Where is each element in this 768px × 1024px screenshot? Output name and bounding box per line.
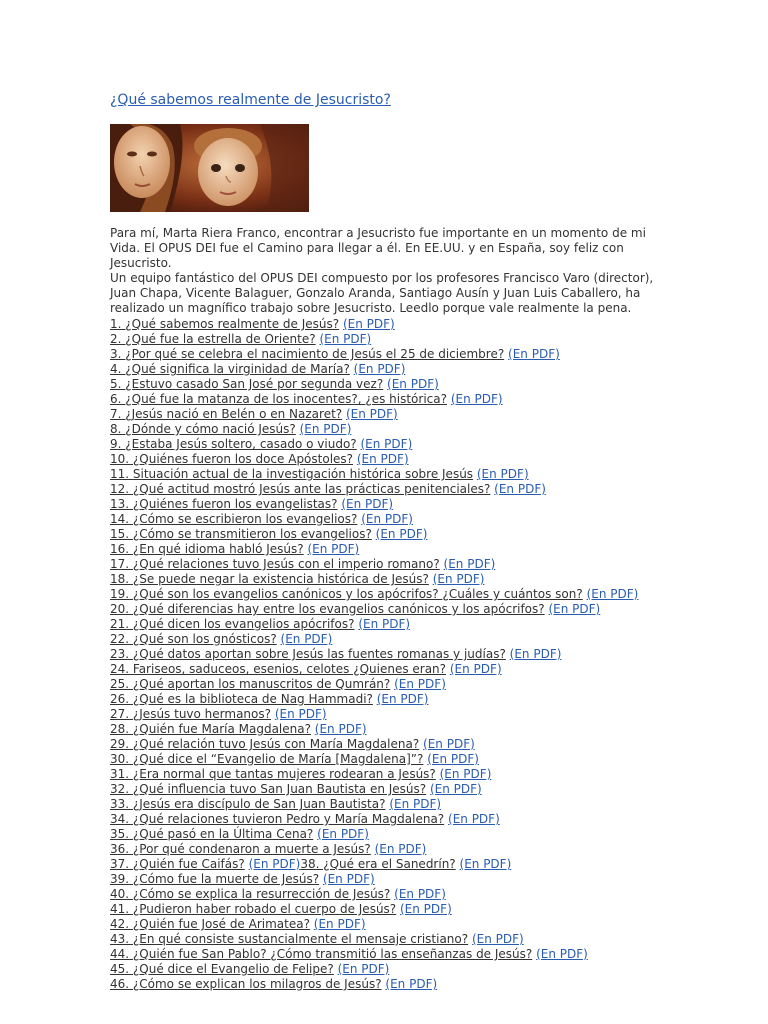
topic-link[interactable]: 25. ¿Qué aportan los manuscritos de Qumrán? bbox=[110, 677, 391, 691]
pdf-link[interactable]: (En PDF) bbox=[360, 437, 413, 451]
topic-link[interactable]: 5. ¿Estuvo casado San José por segunda vez? bbox=[110, 377, 384, 391]
list-item bbox=[110, 467, 750, 482]
list-item bbox=[110, 707, 750, 722]
topic-link[interactable]: 20. ¿Qué diferencias hay entre los evangelios canónicos y los apócrifos? bbox=[110, 602, 545, 616]
list-item bbox=[110, 497, 750, 512]
topic-link[interactable]: 40. ¿Cómo se explica la resurrección de Jesús? bbox=[110, 887, 391, 901]
list-item bbox=[110, 917, 750, 932]
pdf-link[interactable]: (En PDF) bbox=[536, 947, 588, 961]
topic-link[interactable]: 26. ¿Qué es la biblioteca de Nag Hammadi? bbox=[110, 692, 373, 706]
pdf-link[interactable]: (En PDF) bbox=[394, 677, 446, 691]
pdf-link[interactable]: (En PDF) bbox=[358, 617, 411, 631]
topic-link[interactable]: 30. ¿Qué dice el “Evangelio de María [Magdalena]”? bbox=[110, 752, 424, 766]
madonna-and-child-image bbox=[110, 124, 309, 212]
pdf-link[interactable]: (En PDF) bbox=[443, 557, 496, 571]
list-item bbox=[110, 407, 750, 422]
list-item bbox=[110, 347, 750, 362]
pdf-link[interactable]: (En PDF) bbox=[345, 407, 398, 421]
topic-link[interactable]: 44. ¿Quién fue San Pablo? ¿Cómo transmitió las enseñanzas de Jesús? bbox=[110, 947, 533, 961]
pdf-link[interactable]: (En PDF) bbox=[586, 587, 639, 601]
topic-link[interactable]: 36. ¿Por qué condenaron a muerte a Jesús? bbox=[110, 842, 371, 856]
topic-link[interactable]: 29. ¿Qué relación tuvo Jesús con María Magdalena? bbox=[110, 737, 420, 751]
topic-link[interactable]: 32. ¿Qué influencia tuvo San Juan Bautista en Jesús? bbox=[110, 782, 427, 796]
pdf-link[interactable]: (En PDF) bbox=[314, 722, 367, 736]
pdf-link[interactable]: (En PDF) bbox=[450, 392, 503, 406]
topic-link[interactable]: 43. ¿En qué consiste sustancialmente el mensaje cristiano? bbox=[110, 932, 469, 946]
list-item bbox=[110, 587, 750, 602]
list-item bbox=[110, 857, 750, 872]
topic-link[interactable]: 21. ¿Qué dicen los evangelios apócrifos? bbox=[110, 617, 355, 631]
pdf-link[interactable]: (En PDF) bbox=[429, 782, 482, 796]
list-item bbox=[110, 572, 750, 587]
pdf-link[interactable]: (En PDF) bbox=[342, 317, 395, 331]
list-item bbox=[110, 932, 750, 947]
topic-link[interactable]: 35. ¿Qué pasó en la Última Cena? bbox=[110, 827, 314, 841]
list-item bbox=[110, 452, 750, 467]
pdf-link[interactable]: (En PDF) bbox=[389, 797, 442, 811]
topic-link[interactable]: 46. ¿Cómo se explican los milagros de Jesús? bbox=[110, 977, 382, 991]
pdf-link[interactable]: (En PDF) bbox=[476, 467, 529, 481]
topic-link[interactable]: 18. ¿Se puede negar la existencia histórica de Jesús? bbox=[110, 572, 429, 586]
topic-link[interactable]: 27. ¿Jesús tuvo hermanos? bbox=[110, 707, 272, 721]
pdf-link[interactable]: (En PDF) bbox=[319, 332, 372, 346]
pdf-link[interactable]: (En PDF) bbox=[307, 542, 360, 556]
list-item bbox=[110, 422, 750, 437]
list-item bbox=[110, 557, 750, 572]
list-item bbox=[110, 647, 750, 662]
topic-link[interactable]: 4. ¿Qué significa la virginidad de María? bbox=[110, 362, 350, 376]
pdf-link[interactable]: (En PDF) bbox=[356, 452, 409, 466]
pdf-link[interactable]: (En PDF) bbox=[299, 422, 352, 436]
pdf-link[interactable]: (En PDF) bbox=[432, 572, 485, 586]
pdf-link[interactable]: (En PDF) bbox=[449, 662, 502, 676]
pdf-link[interactable]: (En PDF) bbox=[374, 842, 427, 856]
topic-link[interactable]: 17. ¿Qué relaciones tuvo Jesús con el imperio romano? bbox=[110, 557, 440, 571]
pdf-link[interactable]: (En PDF) bbox=[439, 767, 492, 781]
list-item bbox=[110, 767, 750, 782]
pdf-link[interactable]: (En PDF) bbox=[375, 527, 428, 541]
list-item bbox=[110, 782, 750, 797]
list-item bbox=[110, 887, 750, 902]
pdf-link[interactable]: (En PDF) bbox=[427, 752, 479, 766]
topic-link[interactable]: 16. ¿En qué idioma habló Jesús? bbox=[110, 542, 304, 556]
topic-link[interactable]: 15. ¿Cómo se transmitieron los evangelios? bbox=[110, 527, 372, 541]
topic-link[interactable]: 41. ¿Pudieron haber robado el cuerpo de Jesús? bbox=[110, 902, 397, 916]
pdf-link[interactable]: (En PDF) bbox=[385, 977, 438, 991]
topic-link[interactable]: 38. ¿Qué era el Sanedrín? bbox=[300, 857, 456, 871]
pdf-link[interactable]: (En PDF) bbox=[248, 857, 301, 871]
list-item bbox=[110, 812, 750, 827]
list-item bbox=[110, 332, 750, 347]
pdf-link[interactable]: (En PDF) bbox=[400, 902, 452, 916]
topic-link[interactable]: 11. Situación actual de la investigación histórica sobre Jesús bbox=[110, 467, 474, 481]
topic-link[interactable]: 13. ¿Quiénes fueron los evangelistas? bbox=[110, 497, 338, 511]
pdf-link[interactable]: (En PDF) bbox=[459, 857, 512, 871]
pdf-link[interactable]: (En PDF) bbox=[494, 482, 546, 496]
pdf-link[interactable]: (En PDF) bbox=[509, 647, 562, 661]
intro-text bbox=[110, 226, 670, 316]
pdf-link[interactable]: (En PDF) bbox=[394, 887, 446, 901]
list-item bbox=[110, 947, 750, 962]
topic-link[interactable]: 45. ¿Qué dice el Evangelio de Felipe? bbox=[110, 962, 334, 976]
topic-link[interactable]: 7. ¿Jesús nació en Belén o en Nazaret? bbox=[110, 407, 343, 421]
pdf-link[interactable]: (En PDF) bbox=[280, 632, 333, 646]
topic-link[interactable]: 24. Fariseos, saduceos, esenios, celotes ¿Quienes eran? bbox=[110, 662, 447, 676]
list-item bbox=[110, 632, 750, 647]
list-item bbox=[110, 662, 750, 677]
list-item bbox=[110, 842, 750, 857]
list-item bbox=[110, 377, 750, 392]
topic-link[interactable]: 33. ¿Jesús era discípulo de San Juan Bautista? bbox=[110, 797, 386, 811]
topic-link[interactable]: 12. ¿Qué actitud mostró Jesús ante las prácticas penitenciales? bbox=[110, 482, 491, 496]
pdf-link[interactable]: (En PDF) bbox=[353, 362, 406, 376]
topic-link[interactable]: 23. ¿Qué datos aportan sobre Jesús las fuentes romanas y judías? bbox=[110, 647, 506, 661]
list-item bbox=[110, 392, 750, 407]
intro-paragraph: Para mí, Marta Riera Franco, encontrar a Jesucristo fue importante en un momento de mi Vida. El OPUS DEI fue el Camino para llegar a él. En EE.UU. y en España, soy feliz con Jesucristo. bbox=[110, 226, 646, 270]
list-item bbox=[110, 827, 750, 842]
intro-paragraph: Un equipo fantástico del OPUS DEI compuesto por los profesores Francisco Varo (director), Juan Chapa, Vicente Balaguer, Gonzalo Aranda, Santiago Ausín y Juan Luis Caballero, ha realizado un magnífico trabajo sobre Jesucristo. Leedlo porque vale realmente la pena. bbox=[110, 271, 654, 315]
list-item bbox=[110, 692, 750, 707]
topic-link[interactable]: 39. ¿Cómo fue la muerte de Jesús? bbox=[110, 872, 320, 886]
pdf-link[interactable]: (En PDF) bbox=[361, 512, 413, 526]
topic-link[interactable]: 2. ¿Qué fue la estrella de Oriente? bbox=[110, 332, 316, 346]
list-item bbox=[110, 317, 750, 332]
list-item bbox=[110, 362, 750, 377]
topic-link[interactable]: 6. ¿Qué fue la matanza de los inocentes?, ¿es histórica? bbox=[110, 392, 447, 406]
list-item bbox=[110, 962, 750, 977]
pdf-link[interactable]: (En PDF) bbox=[313, 917, 366, 931]
pdf-link[interactable]: (En PDF) bbox=[337, 962, 390, 976]
list-item bbox=[110, 797, 750, 812]
topic-link[interactable]: 10. ¿Quiénes fueron los doce Apóstoles? bbox=[110, 452, 354, 466]
topic-link[interactable]: 14. ¿Cómo se escribieron los evangelios? bbox=[110, 512, 358, 526]
list-item bbox=[110, 512, 750, 527]
pdf-link[interactable]: (En PDF) bbox=[376, 692, 429, 706]
madonna-and-child-icon bbox=[110, 124, 309, 212]
list-item bbox=[110, 677, 750, 692]
topic-link[interactable]: 22. ¿Qué son los gnósticos? bbox=[110, 632, 277, 646]
topic-link[interactable]: 34. ¿Qué relaciones tuvieron Pedro y María Magdalena? bbox=[110, 812, 445, 826]
topic-link[interactable]: 19. ¿Qué son los evangelios canónicos y los apócrifos? ¿Cuáles y cuántos son? bbox=[110, 587, 583, 601]
pdf-link[interactable]: (En PDF) bbox=[508, 347, 560, 361]
topic-link[interactable]: 1. ¿Qué sabemos realmente de Jesús? bbox=[110, 317, 340, 331]
list-item bbox=[110, 722, 750, 737]
pdf-link[interactable]: (En PDF) bbox=[341, 497, 394, 511]
list-item bbox=[110, 617, 750, 632]
pdf-link[interactable]: (En PDF) bbox=[322, 872, 375, 886]
pdf-link[interactable]: (En PDF) bbox=[423, 737, 475, 751]
pdf-link[interactable]: (En PDF) bbox=[387, 377, 439, 391]
pdf-link[interactable]: (En PDF) bbox=[471, 932, 524, 946]
list-item bbox=[110, 872, 750, 887]
topic-link[interactable]: 28. ¿Quién fue María Magdalena? bbox=[110, 722, 311, 736]
topic-link[interactable]: 42. ¿Quién fue José de Arimatea? bbox=[110, 917, 310, 931]
list-item bbox=[110, 737, 750, 752]
list-item bbox=[110, 527, 750, 542]
topic-link[interactable]: 9. ¿Estaba Jesús soltero, casado o viudo? bbox=[110, 437, 357, 451]
list-item bbox=[110, 902, 750, 917]
list-item bbox=[110, 437, 750, 452]
topic-link[interactable]: 8. ¿Dónde y cómo nació Jesús? bbox=[110, 422, 296, 436]
list-item bbox=[110, 542, 750, 557]
list-item bbox=[110, 977, 750, 992]
list-item bbox=[110, 602, 750, 617]
list-item bbox=[110, 482, 750, 497]
pdf-link[interactable]: (En PDF) bbox=[548, 602, 601, 616]
list-item bbox=[110, 752, 750, 767]
page-title[interactable]: ¿Qué sabemos realmente de Jesucristo? bbox=[110, 92, 391, 108]
topic-link[interactable]: 31. ¿Era normal que tantas mujeres rodearan a Jesús? bbox=[110, 767, 436, 781]
pdf-link[interactable]: (En PDF) bbox=[317, 827, 369, 841]
pdf-link[interactable]: (En PDF) bbox=[448, 812, 500, 826]
pdf-link[interactable]: (En PDF) bbox=[274, 707, 327, 721]
topic-link[interactable]: 3. ¿Por qué se celebra el nacimiento de Jesús el 25 de diciembre? bbox=[110, 347, 505, 361]
article-link-list bbox=[110, 317, 750, 992]
topic-link[interactable]: 37. ¿Quién fue Caifás? bbox=[110, 857, 245, 871]
